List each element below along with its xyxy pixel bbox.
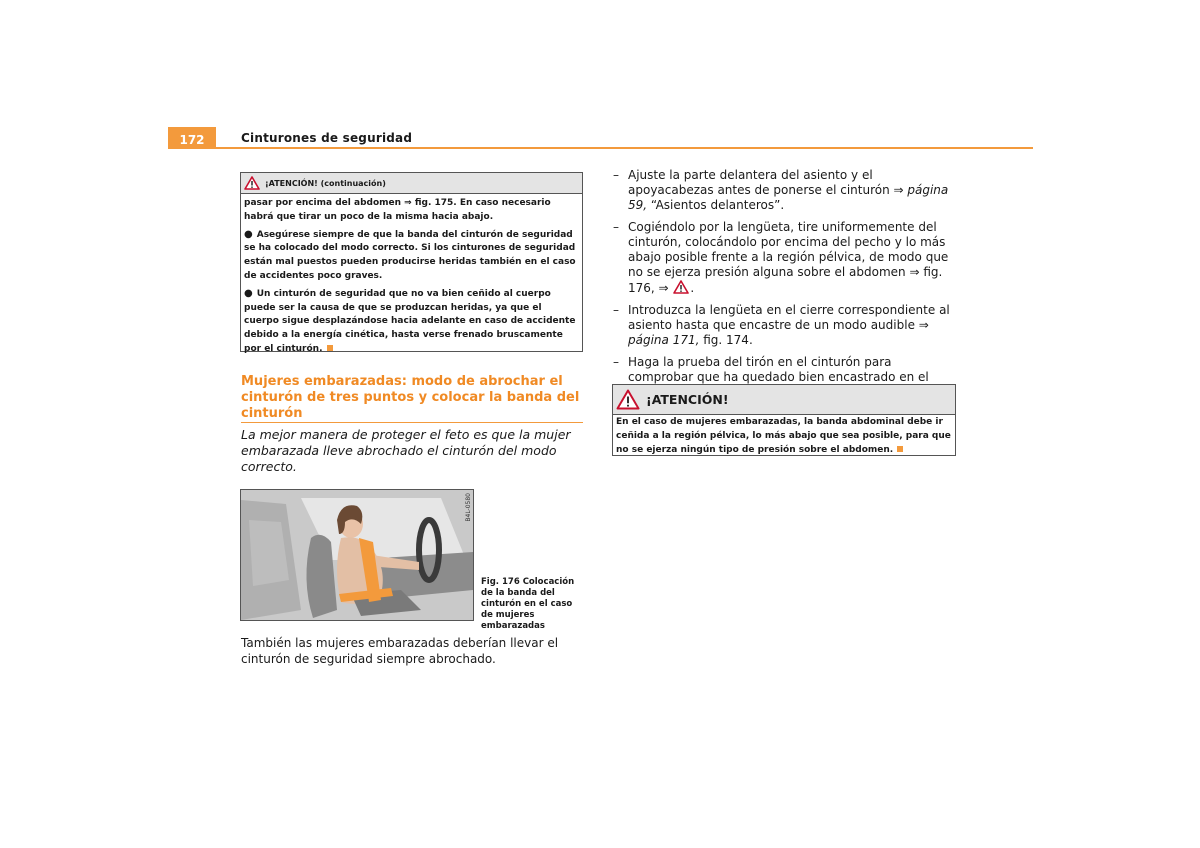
bullet-text: Un cinturón de seguridad que no va bien ceñido al cuerpo puede ser la causa de que se produzcan heridas, ya que el cuerpo sigue desplazándose hacia adelante en caso de accidente debido a la energía cinética, hasta verse frenado bruscamente por el cinturón. xyxy=(244,288,576,354)
bullet-icon: ● xyxy=(244,287,253,299)
warning-continued-box xyxy=(240,172,583,352)
instruction-steps xyxy=(613,168,958,407)
bullet-icon: ● xyxy=(244,228,253,240)
section-title: Cinturones de seguridad xyxy=(241,131,413,145)
warning-bullet xyxy=(244,287,579,357)
step-text: . xyxy=(690,281,695,295)
pregnant-woman-illustration xyxy=(241,490,473,620)
warning-box xyxy=(612,384,956,456)
warning-heading: ¡ATENCIÓN! xyxy=(646,392,729,407)
section-heading: Mujeres embarazadas: modo de abrochar el cinturón de tres puntos y colocar la banda del cinturón xyxy=(241,374,580,421)
step-text: “Asientos delanteros”. xyxy=(647,198,785,212)
warning-triangle-icon[interactable] xyxy=(672,280,690,294)
warning-body xyxy=(613,415,955,458)
page-reference[interactable]: página 59, xyxy=(628,183,949,212)
step-text: fig. 174. xyxy=(699,333,753,347)
figure-caption: Fig. 176 Colocación de la banda del cinturón en el caso de mujeres embarazadas xyxy=(481,577,575,631)
step-item xyxy=(613,220,958,296)
end-square-icon xyxy=(897,446,903,452)
warning-continued-body xyxy=(241,194,582,357)
warning-bullet xyxy=(244,228,579,284)
step-dash: – xyxy=(613,355,619,369)
step-dash: – xyxy=(613,168,619,182)
page-number: 172 xyxy=(168,127,216,149)
end-square-icon xyxy=(327,345,333,351)
step-text: Cogiéndolo por la lengüeta, tire uniformemente del cinturón, colocándolo por encima del pecho y lo más abajo posible frente a la región pélvica, de modo que no se ejerza presión alguna sobre el abdomen ⇒ fig. 176, ⇒ xyxy=(628,220,949,295)
step-text: Haga la prueba del tirón en el cinturón para comprobar que ha quedado bien encastrado en el xyxy=(628,355,929,384)
warning-text: En el caso de mujeres embarazadas, la banda abdominal debe ir ceñida a la región pélvica, lo más abajo que sea posible, para que no se ejerza ningún tipo de presión sobre el abdomen. xyxy=(616,417,951,455)
bullet-text: Asegúrese siempre de que la banda del cinturón de seguridad se ha colocado del modo correcto. Si los cinturones de seguridad están mal puestos pueden producirse heridas también en el caso de accidentes poco graves. xyxy=(244,229,576,281)
step-item xyxy=(613,168,958,213)
figure-pregnant-seatbelt xyxy=(240,489,474,621)
section-heading-rule xyxy=(241,422,583,423)
step-dash: – xyxy=(613,303,619,317)
step-text: Introduzca la lengüeta en el cierre correspondiente al asiento hasta que encastre de un modo audible ⇒ xyxy=(628,303,950,332)
warning-header xyxy=(613,385,955,415)
warning-triangle-icon xyxy=(244,176,260,190)
page-header xyxy=(168,127,1033,149)
figure-code: B4L-0580 xyxy=(465,493,472,522)
warning-continued-header xyxy=(241,173,582,194)
after-figure-paragraph: También las mujeres embarazadas deberían llevar el cinturón de seguridad siempre abrochado. xyxy=(241,636,559,666)
step-dash: – xyxy=(613,220,619,234)
section-intro: La mejor manera de proteger el feto es que la mujer embarazada lleve abrochado el cinturón del modo correcto. xyxy=(241,427,571,474)
page-reference[interactable]: página 171, xyxy=(628,333,700,347)
warning-paragraph: pasar por encima del abdomen ⇒ fig. 175. En caso necesario habrá que tirar un poco de la misma hacia abajo. xyxy=(244,198,551,222)
header-rule xyxy=(216,147,1033,149)
warning-triangle-icon xyxy=(616,389,640,410)
step-text: Ajuste la parte delantera del asiento y el apoyacabezas antes de ponerse el cinturón ⇒ xyxy=(628,168,908,197)
warning-continued-heading: ¡ATENCIÓN! (continuación) xyxy=(265,178,386,188)
step-item xyxy=(613,303,958,348)
